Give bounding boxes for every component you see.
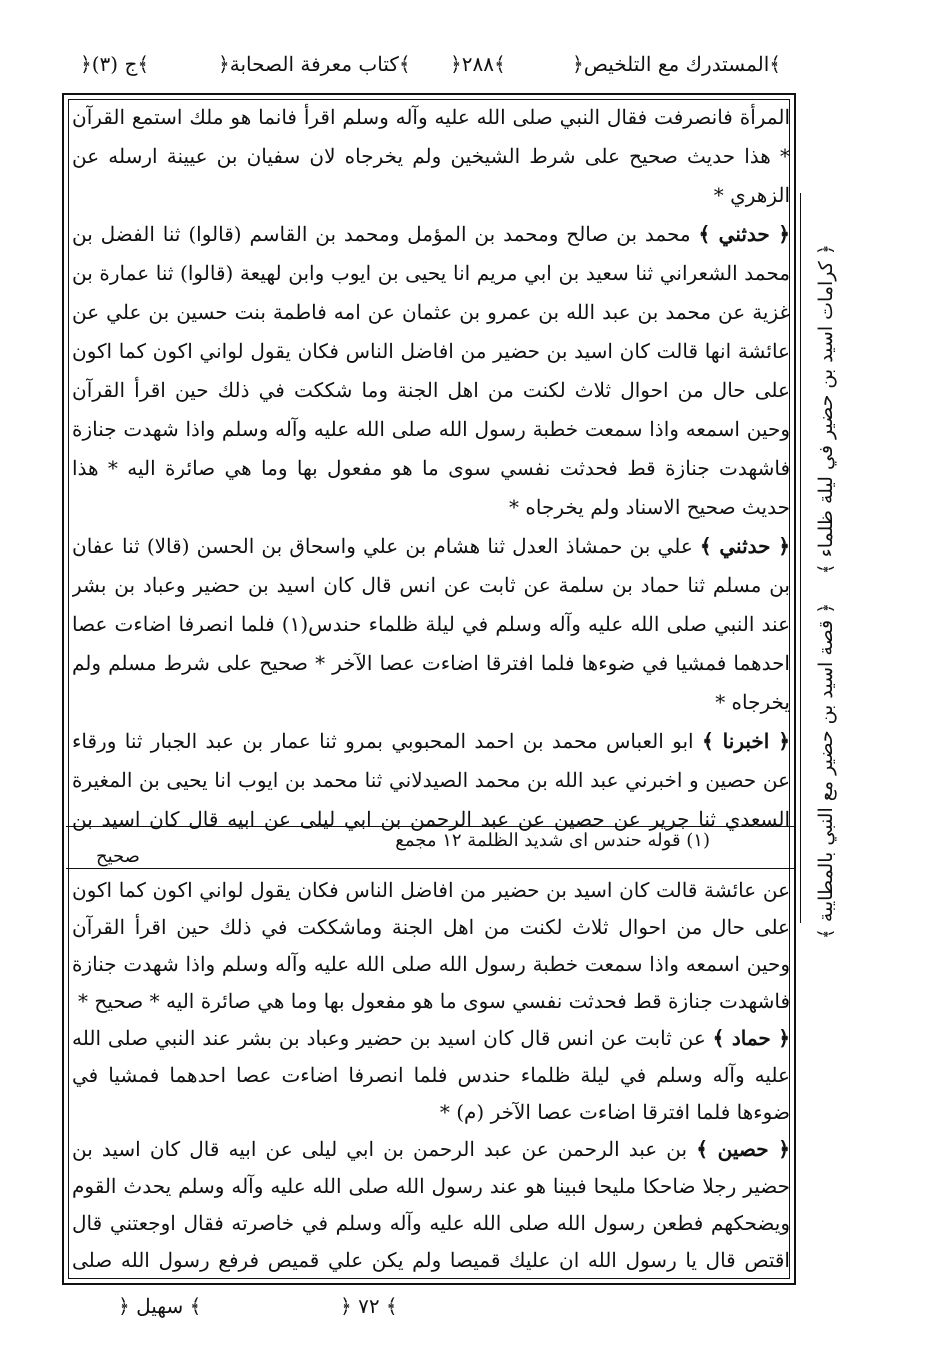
paragraph-text: عن ثابت عن انس قال كان اسيد بن حضير وعباد بن بشر عند النبي صلى الله عليه وآله وسلم في ليلة ظلماء حندس فلما انصرفا اضاءت عصا احدهما فمشيا في ضوءها فلما افترقا اضاءت عصا الآخر (م) * (72, 1026, 790, 1124)
main-text (72, 98, 790, 838)
paragraph (72, 98, 790, 215)
talkhis-label: صحيح (96, 846, 140, 867)
paragraph-lead: ﴿ حماد ﴾ (712, 1026, 790, 1050)
margin-heading-bottom: ﴿ قصة اسيد بن حضير مع النبي بالمطايبة ﴾ (815, 602, 837, 940)
header-page-number: ﴿۲۸۸﴾ (450, 52, 506, 76)
paragraph (72, 1020, 790, 1131)
paragraph-text: علي بن حمشاذ العدل ثنا هشام بن علي واسحاق بن الحسن (قالا) ثنا عفان بن مسلم ثنا حماد بن سلمة عن ثابت عن انس قال كان اسيد بن حضير وعباد بن بشر عند النبي صلى الله عليه وآله وسلم في ليلة ظلماء حندس(۱) فلما انصرفا اضاءت عصا احدهما فمشيا في ضوءها فلما افترقا اضاءت عصا الآخر * صحيح على شرط مسلم ولم يخرجاه * (72, 534, 790, 714)
paragraph-lead: ﴿ اخبرنا ﴾ (701, 729, 790, 753)
paragraph-text: عن عائشة قالت كان اسيد بن حضير من افاضل الناس فكان يقول لواني اكون كما اكون على حال من احوال ثلاث لكنت من اهل الجنة وماشككت في ذلك حين اقرأ القرآن وحين اسمعه واذا سمعت خطبة رسول الله صلى الله عليه وآله وسلم واذا شهدت جنازة فاشهدت جنازة قط فحدثت نفسي سوى ما هو مفعول بها وما هي صائرة اليه * صحيح * (72, 878, 790, 1013)
header-book-title: ﴿المستدرك مع التلخيص﴾ (572, 52, 781, 76)
paragraph-text: ابو العباس محمد بن احمد المحبوبي بمرو ثنا عمار بن عبد الجبار ثنا ورقاء عن حصين و اخبرني عبد الله بن محمد الصيدلاني ثنا محمد بن ايوب انا يحيى بن المغيرة السعدي ثنا جرير عن حصين عن عبد الرحمن بن ابي ليلى عن ابيه قال كان اسيد بن (72, 729, 790, 831)
footnote: (۱) قوله حندس اى شديد الظلمة ۱۲ مجمع (395, 830, 710, 851)
footer-publisher: ﴿ سهيل ﴾ (118, 1294, 202, 1318)
header-kitab: ﴿كتاب معرفة الصحابة﴾ (218, 52, 411, 76)
paragraph-text: بن عبد الرحمن عن عبد الرحمن بن ابي ليلى عن ابيه قال كان اسيد بن حضير رجلا ضاحكا مليحا فبينا هو عند رسول الله صلى الله عليه وآله وسلم يحدث القوم ويضحكهم فطعن رسول الله صلى الله عليه وآله وسلم في خاصرته فقال اوجعتني قال اقتص قال يا رسول الله ان عليك قميصا ولم يكن علي قميص فرفع رسول الله صلى (72, 1137, 790, 1272)
paragraph-lead: ﴿ حصين ﴾ (696, 1137, 790, 1161)
paragraph (72, 722, 790, 838)
footer-page-number: ﴿ ۷۲ ﴾ (340, 1294, 398, 1318)
paragraph-text: محمد بن صالح ومحمد بن المؤمل ومحمد بن القاسم (قالوا) ثنا الفضل بن محمد الشعراني ثنا سعيد بن ابي مريم انا يحيى بن ايوب وابن لهيعة (قالوا) ثنا عمارة بن غزية عن محمد بن عبد الله بن عمرو بن عثمان عن امه فاطمة بنت حسين بن علي عن عائشة انها قالت كان اسيد بن حضير من افاضل الناس فكان يقول لواني اكون كما اكون على حال من احوال ثلاث لكنت من اهل الجنة وما شككت في ذلك حين اقرأ القرآن وحين اسمعه واذا سمعت خطبة رسول الله صلى الله عليه وآله وسلم واذا شهدت جنازة فاشهدت جنازة قط فحدثت نفسي سوى ما هو مفعول بها وما هي صائرة اليه * هذا حديث صحيح الاسناد ولم يخرجاه * (72, 222, 790, 519)
paragraph (72, 215, 790, 527)
paragraph (72, 1131, 790, 1277)
paragraph-lead: ﴿ حدثني ﴾ (699, 534, 790, 558)
paragraph (72, 872, 790, 1020)
paragraph-lead: ﴿ حدثني ﴾ (698, 222, 790, 246)
talkhis-text (72, 872, 790, 1277)
header-volume: ﴿ج (۳)﴾ (80, 52, 150, 76)
paragraph-text: المرأة فانصرفت فقال النبي صلى الله عليه وآله وسلم اقرأ فانما هو ملك استمع القرآن * هذا حديث صحيح على شرط الشيخين ولم يخرجاه لان سفيان بن عيينة ارسله عن الزهري * (72, 105, 790, 207)
margin-heading-top: ﴿ كرامات اسيد بن حضير في ليلة ظلماء ﴾ (815, 244, 837, 575)
footnote-separator (66, 826, 794, 827)
paragraph (72, 527, 790, 722)
talkhis-separator (66, 868, 794, 869)
